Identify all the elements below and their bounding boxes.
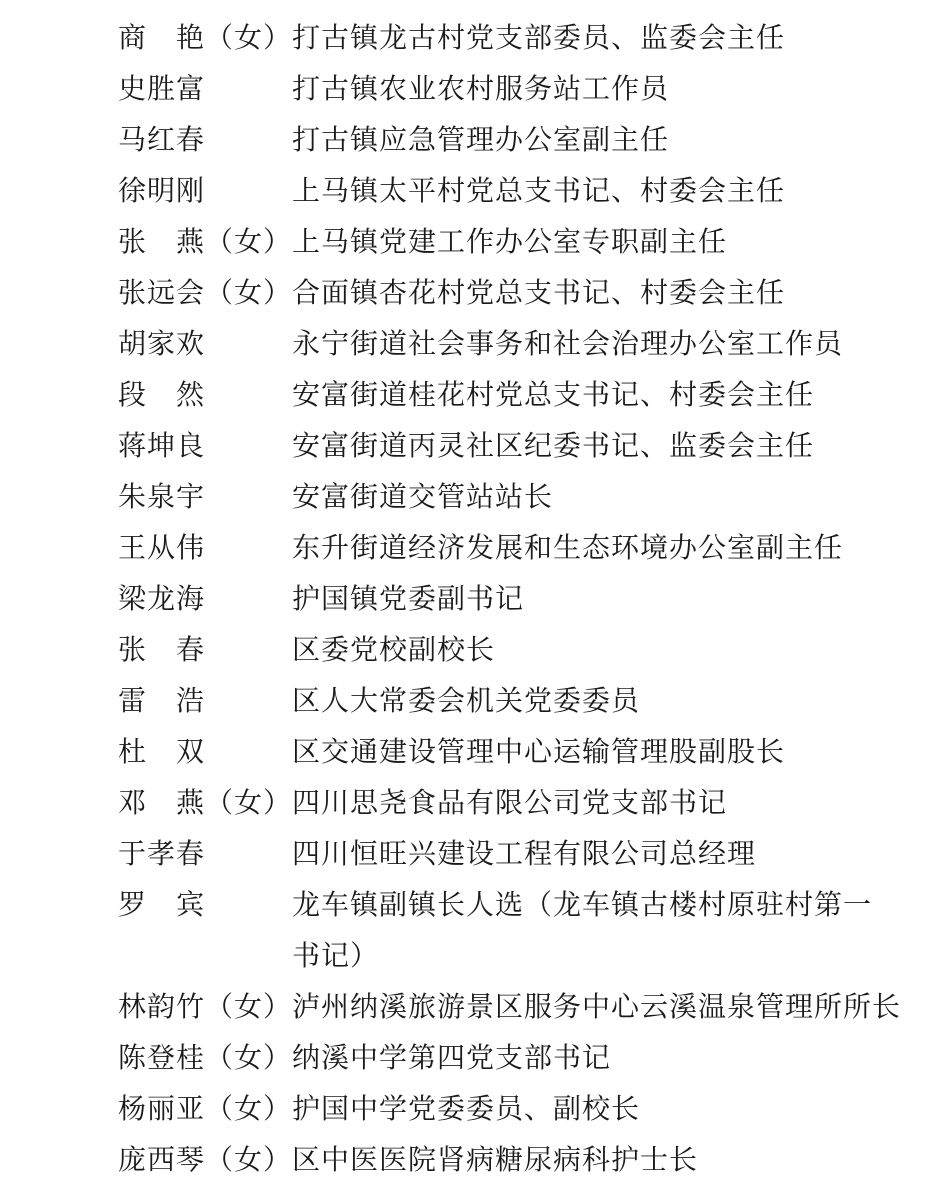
person-position: 打古镇应急管理办公室副主任 (292, 123, 670, 156)
list-item (0, 522, 946, 573)
list-item (0, 1083, 946, 1134)
list-item (0, 471, 946, 522)
person-name: 史胜富 (118, 72, 206, 105)
person-position: 龙车镇副镇长人选（龙车镇古楼村原驻村第一 (292, 888, 873, 921)
list-item (0, 420, 946, 471)
list-item (0, 114, 946, 165)
person-name: 马红春 (118, 123, 206, 156)
person-name: 于孝春 (118, 837, 206, 870)
person-position: 四川思尧食品有限公司党支部书记 (292, 786, 728, 819)
person-name: 雷 浩 (118, 684, 206, 717)
person-position: 区中医医院肾病糖尿病科护士长 (292, 1143, 699, 1176)
person-name: 张远会（女） (118, 276, 293, 309)
list-item (0, 369, 946, 420)
list-item (0, 777, 946, 828)
person-position: 四川恒旺兴建设工程有限公司总经理 (292, 837, 757, 870)
list-item (0, 267, 946, 318)
person-position: 护国中学党委委员、副校长 (292, 1092, 641, 1125)
list-item (0, 624, 946, 675)
person-position: 护国镇党委副书记 (292, 582, 525, 615)
person-position: 安富街道桂花村党总支书记、村委会主任 (292, 378, 815, 411)
person-name: 段 然 (118, 378, 206, 411)
person-position-continued: 书记） (292, 939, 380, 972)
person-name: 陈登桂（女） (118, 1041, 293, 1074)
list-item (0, 1134, 946, 1185)
person-position: 安富街道交管站站长 (292, 480, 554, 513)
person-name: 林韵竹（女） (118, 990, 293, 1023)
list-item (0, 63, 946, 114)
person-name: 罗 宾 (118, 888, 206, 921)
list-item (0, 828, 946, 879)
person-name: 徐明刚 (118, 174, 206, 207)
person-position: 上马镇党建工作办公室专职副主任 (292, 225, 728, 258)
list-item-continuation (0, 930, 946, 981)
list-item (0, 726, 946, 777)
person-position: 打古镇农业农村服务站工作员 (292, 72, 670, 105)
list-item (0, 879, 946, 930)
person-name: 胡家欢 (118, 327, 206, 360)
list-item (0, 981, 946, 1032)
list-item (0, 165, 946, 216)
person-name: 蒋坤良 (118, 429, 206, 462)
person-position: 永宁街道社会事务和社会治理办公室工作员 (292, 327, 844, 360)
person-position: 泸州纳溪旅游景区服务中心云溪温泉管理所所长 (292, 990, 902, 1023)
person-name: 张 燕（女） (118, 225, 293, 258)
person-name: 朱泉宇 (118, 480, 206, 513)
person-name: 商 艳（女） (118, 21, 293, 54)
person-position: 打古镇龙古村党支部委员、监委会主任 (292, 21, 786, 54)
list-item (0, 12, 946, 63)
person-name: 邓 燕（女） (118, 786, 293, 819)
person-name: 梁龙海 (118, 582, 206, 615)
person-position: 纳溪中学第四党支部书记 (292, 1041, 612, 1074)
list-item (0, 573, 946, 624)
person-name: 张 春 (118, 633, 206, 666)
person-position: 区交通建设管理中心运输管理股副股长 (292, 735, 786, 768)
list-item (0, 318, 946, 369)
person-name: 杜 双 (118, 735, 206, 768)
person-name: 王从伟 (118, 531, 206, 564)
person-position: 合面镇杏花村党总支书记、村委会主任 (292, 276, 786, 309)
person-position: 东升街道经济发展和生态环境办公室副主任 (292, 531, 844, 564)
list-item (0, 675, 946, 726)
list-item (0, 1032, 946, 1083)
person-name: 杨丽亚（女） (118, 1092, 293, 1125)
person-position: 区委党校副校长 (292, 633, 496, 666)
person-position: 上马镇太平村党总支书记、村委会主任 (292, 174, 786, 207)
person-name: 庞西琴（女） (118, 1143, 293, 1176)
person-position: 安富街道丙灵社区纪委书记、监委会主任 (292, 429, 815, 462)
list-item (0, 216, 946, 267)
person-position: 区人大常委会机关党委委员 (292, 684, 641, 717)
